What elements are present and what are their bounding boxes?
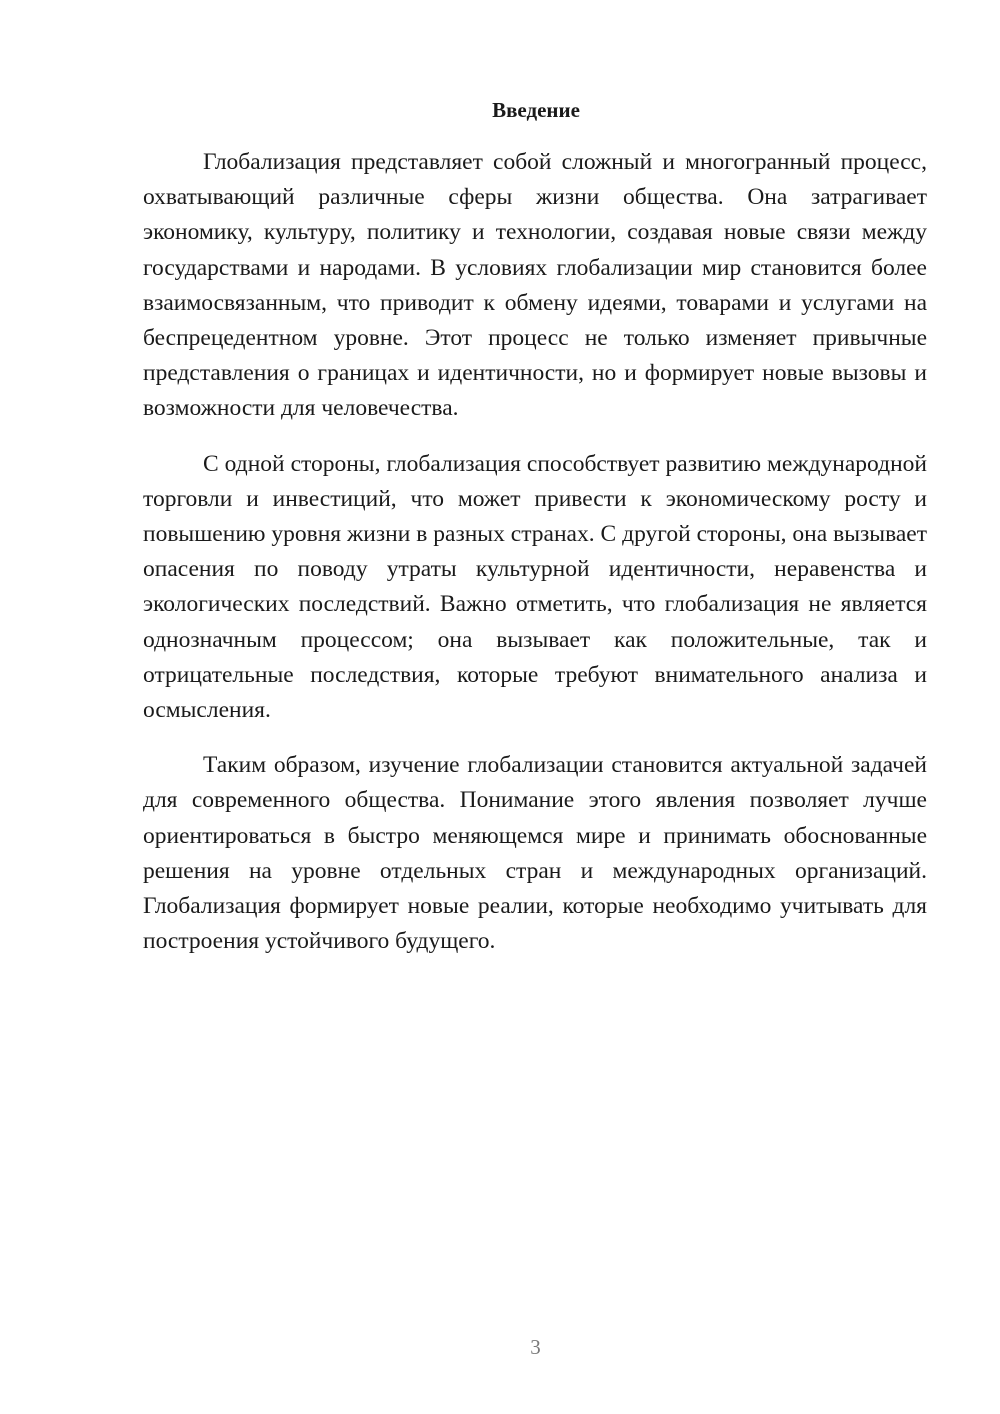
paragraph-1: Глобализация представляет собой сложный и многогранный процесс, охватывающий различные сферы жизни общества. Она затрагивает экономику, культуру, политику и технологии, создавая новые связи между государствами и народами. В условиях глобализации мир становится более взаимосвязанным, что приводит к обмену идеями, товарами и услугами на беспрецедентном уровне. Этот процесс не только изменяет привычные представления о границах и идентичности, но и формирует новые вызовы и возможности для человечества. [143,149,927,422]
section-heading: Введение [492,98,580,122]
paragraph-2: С одной стороны, глобализация способствует развитию международной торговли и инвестиций, что может привести к экономическому росту и повышению уровня жизни в разных странах. С другой стороны, она вызывает опасения по поводу утраты культурной идентичности, неравенства и экологических последствий. Важно отметить, что глобализация не является однозначным процессом; она вызывает как положительные, так и отрицательные последствия, которые требуют внимательного анализа и осмысления. [143,450,927,724]
page-number: 3 [530,1335,541,1359]
page-content [143,95,927,979]
paragraph-3: Таким образом, изучение глобализации становится актуальной задачей для современного общества. Понимание этого явления позволяет лучше ориентироваться в быстро меняющемся мире и принимать обоснованные решения на уровне отдельных стран и международных организаций. Глобализация формирует новые реалии, которые необходимо учитывать для построения устойчивого будущего. [143,752,927,955]
